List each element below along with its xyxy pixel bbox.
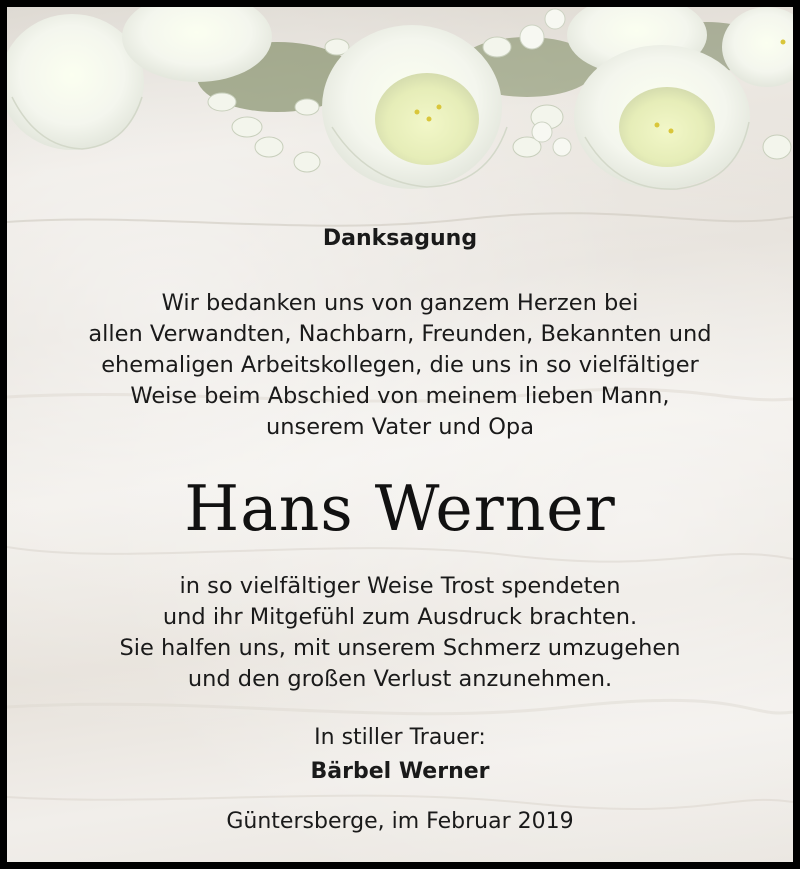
flower-garland	[7, 7, 793, 207]
signer-name: Bärbel Werner	[310, 759, 490, 784]
intro-line: unserem Vater und Opa	[266, 414, 534, 440]
closing-line: und ihr Mitgefühl zum Ausdruck brachten.	[162, 604, 638, 630]
intro-line: Wir bedanken uns von ganzem Herzen bei	[161, 290, 639, 316]
closing-line: und den großen Verlust anzunehmen.	[187, 666, 613, 692]
closing-line: Sie halfen uns, mit unserem Schmerz umzugehen	[119, 635, 681, 661]
intro-line: allen Verwandten, Nachbarn, Freunden, Bekannten und	[88, 321, 712, 347]
mourning-label: In stiller Trauer:	[314, 725, 486, 750]
intro-line: Weise beim Abschied von meinem lieben Mann,	[130, 383, 670, 409]
closing-paragraph	[7, 571, 793, 695]
deceased-name: Hans Werner	[184, 472, 616, 545]
closing-line: in so vielfältiger Weise Trost spendeten	[179, 573, 621, 599]
intro-line: ehemaligen Arbeitskollegen, die uns in so vielfältiger	[101, 352, 699, 378]
place-date: Güntersberge, im Februar 2019	[226, 809, 574, 834]
intro-paragraph	[7, 288, 793, 443]
obituary-card	[7, 7, 793, 862]
heading: Danksagung	[322, 226, 478, 251]
